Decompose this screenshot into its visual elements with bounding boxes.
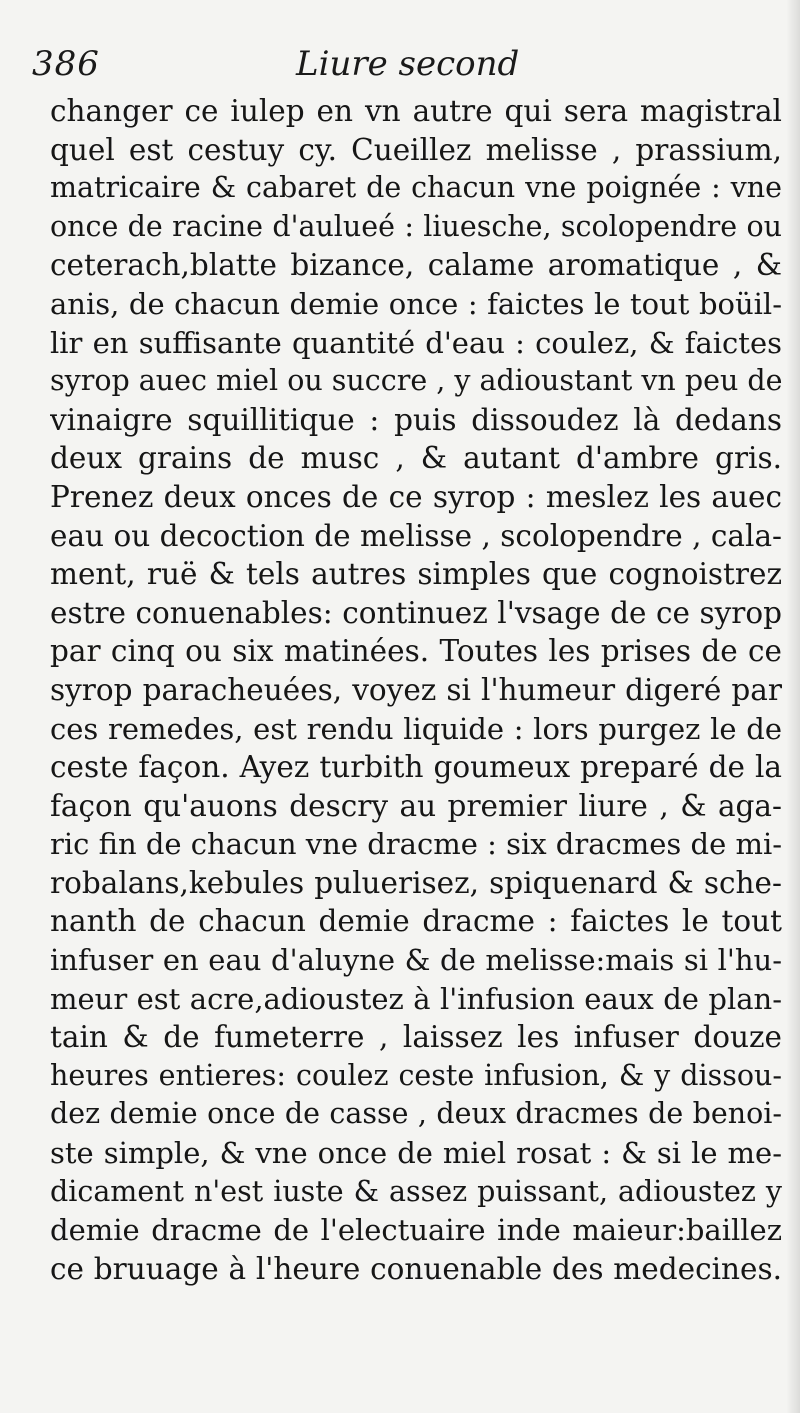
text-line: ment, ruë & tels autres simples que cognoistrez [50, 557, 782, 592]
body-text [50, 92, 782, 1288]
text-line: dicament n'est iuste & assez puissant, adioustez y [50, 1174, 782, 1208]
page-edge-shadow [786, 0, 800, 1413]
text-line: syrop paracheuées, voyez si l'humeur digeré par [50, 672, 782, 707]
text-line: façon qu'auons descry au premier liure , & aga- [50, 788, 782, 823]
text-line: nanth de chacun demie dracme : faictes le tout [50, 904, 782, 939]
text-line: matricaire & cabaret de chacun vne poignée : vne [50, 171, 782, 205]
text-line: ceterach,blatte bizance, calame aromatique , & [50, 248, 782, 283]
text-line: once de racine d'aulueé : liuesche, scolopendre ou [50, 209, 782, 243]
page-number: 386 [32, 44, 100, 84]
text-line: ste simple, & vne once de miel rosat : & si le me- [50, 1136, 782, 1171]
text-line: anis, de chacun demie once : faictes le tout boüil- [50, 286, 782, 321]
text-line: ceste façon. Ayez turbith goumeux preparé de la [50, 750, 782, 785]
text-line: infuser en eau d'aluyne & de melisse:mais si l'hu- [50, 943, 782, 978]
page-header [32, 44, 772, 94]
text-line: dez demie once de casse , deux dracmes de benoi- [50, 1097, 782, 1131]
text-line: changer ce iulep en vn autre qui sera magistral [50, 94, 782, 128]
text-line: vinaigre squillitique : puis dissoudez là dedans [50, 402, 782, 437]
text-line: quel est cestuy cy. Cueillez melisse , prassium, [50, 132, 782, 167]
text-line: tain & de fumeterre , laissez les infuser douze [50, 1020, 782, 1055]
text-line: ce bruuage à l'heure conuenable des medecines. [50, 1251, 782, 1286]
text-line: meur est acre,adioustez à l'infusion eaux de plan- [50, 981, 782, 1016]
text-line: lir en suffisante quantité d'eau : coulez, & faictes [50, 325, 782, 360]
text-line: syrop auec miel ou succre , y adioustant vn peu de [50, 364, 782, 398]
text-line: heures entieres: coulez ceste infusion, & y dissou- [50, 1058, 782, 1092]
text-line: deux grains de musc , & autant d'ambre gris. [50, 441, 782, 476]
text-line: ces remedes, est rendu liquide : lors purgez le de [50, 711, 782, 746]
running-head: Liure second [296, 44, 520, 84]
text-line: Prenez deux onces de ce syrop : meslez les auec [50, 479, 782, 514]
text-line: par cinq ou six matinées. Toutes les prises de ce [50, 634, 782, 669]
text-line: demie dracme de l'electuaire inde maieur:baillez [50, 1213, 782, 1248]
text-line: ric fin de chacun vne dracme : six dracmes de mi- [50, 827, 782, 862]
text-line: robalans,kebules puluerisez, spiquenard & sche- [50, 865, 782, 900]
text-line: eau ou decoction de melisse , scolopendre , cala- [50, 518, 782, 553]
text-line: estre conuenables: continuez l'vsage de ce syrop [50, 595, 782, 630]
